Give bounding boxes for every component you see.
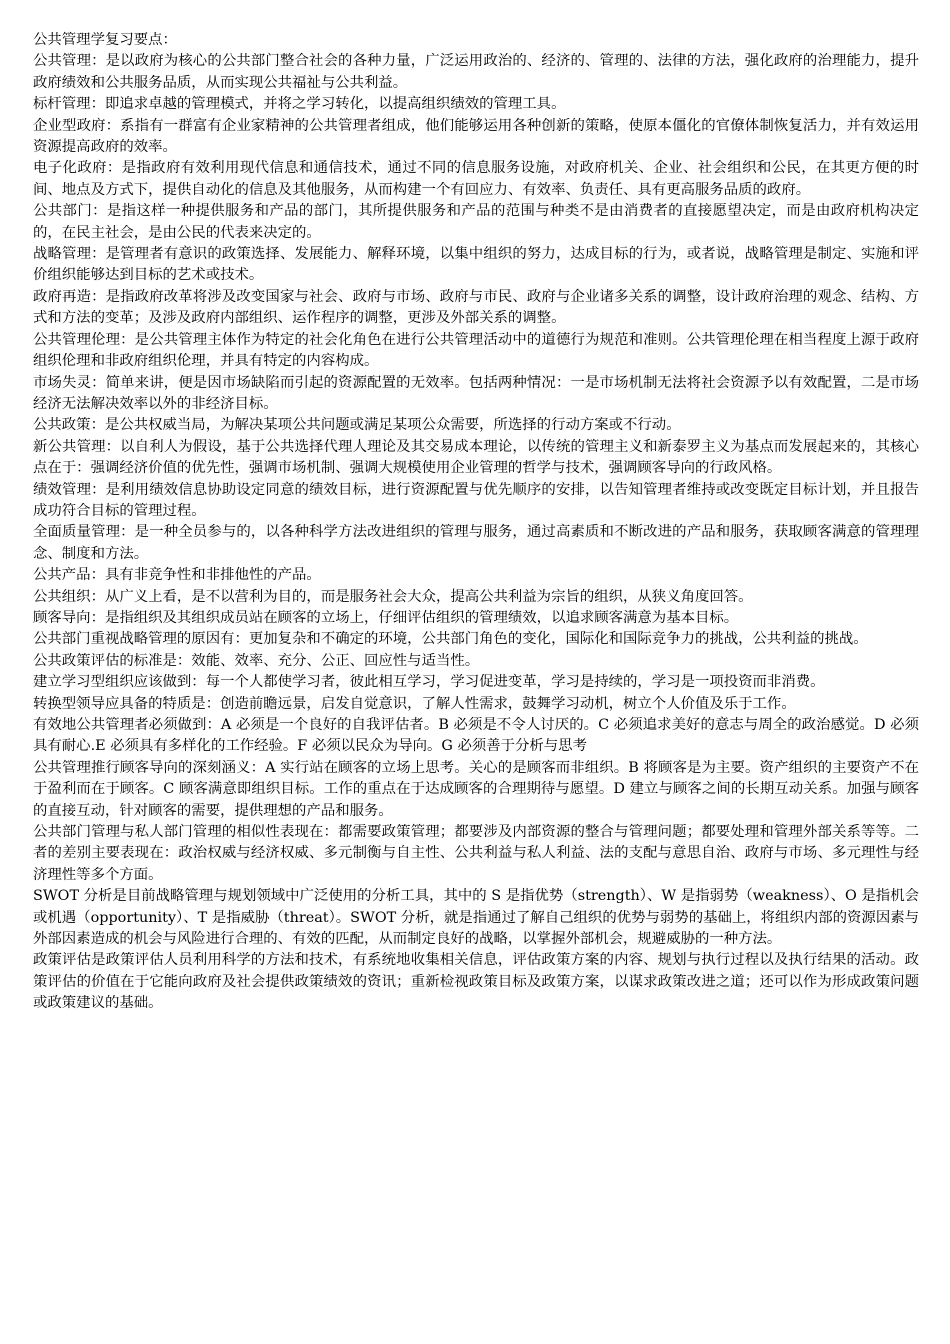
definition-paragraph: 公共部门：是指这样一种提供服务和产品的部门，其所提供服务和产品的范围与种类不是由消费者的直接愿望决定，而是由政府机构决定的，在民主社会，是由公民的代表来决定的。 xyxy=(33,203,919,241)
definition-paragraph: 转换型领导应具备的特质是：创造前瞻远景，启发自觉意识，了解人性需求，鼓舞学习动机，树立个人价值及乐于工作。 xyxy=(33,695,796,712)
definition-paragraph: 绩效管理：是利用绩效信息协助设定同意的绩效目标，进行资源配置与优先顺序的安排，以告知管理者维持或改变既定目标计划，并且报告成功符合目标的管理过程。 xyxy=(33,481,919,519)
paragraph-list xyxy=(33,51,919,1014)
definition-paragraph: 公共管理推行顾客导向的深刻涵义：A 实行站在顾客的立场上思考。关心的是顾客而非组织。B 将顾客是为主要。资产组织的主要资产不在于盈利而在于顾客。C 顾客满意即组织目标。工作的重点在于达成顾客的合理期待与愿望。D 建立与顾客之间的长期互动关系。加强与顾客的直接互动，针对顾客的需要，提供理想的产品和服务。 xyxy=(33,759,919,819)
definition-paragraph: 战略管理：是管理者有意识的政策选择、发展能力、解释环境，以集中组织的努力，达成目标的行为，或者说，战略管理是制定、实施和评价组织能够达到目标的艺术或技术。 xyxy=(33,246,919,284)
definition-paragraph: 公共组织：从广义上看，是不以营利为目的，而是服务社会大众，提高公共利益为宗旨的组织，从狭义角度回答。 xyxy=(33,588,753,605)
definition-paragraph: SWOT 分析是目前战略管理与规划领域中广泛使用的分析工具，其中的 S 是指优势（strength）、W 是指弱势（weakness）、O 是指机会或机遇（opportunity）、T 是指威胁（threat）。SWOT 分析，就是指通过了解自己组织的优势与弱势的基础上，将组织内部的资源因素与外部因素造成的机会与风险进行合理的、有效的匹配，从而制定良好的战略，以掌握外部机会，规避威胁的一种方法。 xyxy=(33,888,919,948)
definition-paragraph: 政府再造：是指政府改革将涉及改变国家与社会、政府与市场、政府与市民、政府与企业诸多关系的调整，设计政府治理的观念、结构、方式和方法的变革；及涉及政府内部组织、运作程序的调整，更涉及外部关系的调整。 xyxy=(33,288,919,327)
definition-paragraph: 标杆管理：即追求卓越的管理模式，并将之学习转化，以提高组织绩效的管理工具。 xyxy=(33,96,566,113)
definition-paragraph: 公共产品：具有非竞争性和非排他性的产品。 xyxy=(33,567,321,584)
definition-paragraph: 建立学习型组织应该做到：每一个人都使学习者，彼此相互学习，学习促进变革，学习是持续的，学习是一项投资而非消费。 xyxy=(33,674,825,691)
document-title: 公共管理学复习要点： xyxy=(33,32,177,48)
definition-paragraph: 政策评估是政策评估人员利用科学的方法和技术，有系统地收集相关信息，评估政策方案的内容、规划与执行过程以及执行结果的活动。政策评估的价值在于它能向政府及社会提供政策绩效的资讯；重新检视政策目标及政策方案，以谋求政策改进之道；还可以作为形成政策问题或政策建议的基础。 xyxy=(33,952,919,1012)
definition-paragraph: 公共政策：是公共权威当局，为解决某项公共问题或满足某项公众需要，所选择的行动方案或不行动。 xyxy=(33,417,681,434)
definition-paragraph: 公共政策评估的标准是：效能、效率、充分、公正、回应性与适当性。 xyxy=(33,652,480,669)
definition-paragraph: 公共管理伦理：是公共管理主体作为特定的社会化角色在进行公共管理活动中的道德行为规范和准则。公共管理伦理在相当程度上源于政府组织伦理和非政府组织伦理，并具有特定的内容构成。 xyxy=(33,331,919,370)
definition-paragraph: 企业型政府：系指有一群富有企业家精神的公共管理者组成，他们能够运用各种创新的策略，使原本僵化的官僚体制恢复活力，并有效运用资源提高政府的效率。 xyxy=(33,117,919,156)
definition-paragraph: 全面质量管理：是一种全员参与的，以各种科学方法改进组织的管理与服务，通过高素质和不断改进的产品和服务，获取顾客满意的管理理念、制度和方法。 xyxy=(33,524,919,562)
definition-paragraph: 有效地公共管理者必须做到：A 必须是一个良好的自我评估者。B 必须是不令人讨厌的。C 必须追求美好的意志与周全的政治感觉。D 必须具有耐心.E 必须具有多样化的工作经验。F 必须以民众为导向。G 必须善于分析与思考 xyxy=(33,717,919,755)
definition-paragraph: 顾客导向：是指组织及其组织成员站在顾客的立场上，仔细评估组织的管理绩效，以追求顾客满意为基本目标。 xyxy=(33,609,739,626)
definition-paragraph: 公共部门管理与私人部门管理的相似性表现在：都需要政策管理；都要涉及内部资源的整合与管理问题；都要处理和管理外部关系等等。二者的差别主要表现在：政治权威与经济权威、多元制衡与自主性、公共利益与私人利益、法的支配与意思自治、政府与市场、多元理性与经济理性等多个方面。 xyxy=(33,824,919,883)
definition-paragraph: 公共管理：是以政府为核心的公共部门整合社会的各种力量，广泛运用政治的、经济的、管理的、法律的方法，强化政府的治理能力，提升政府绩效和公共服务品质，从而实现公共福祉与公共利益。 xyxy=(33,53,919,91)
document-page xyxy=(33,30,919,1015)
definition-paragraph: 电子化政府：是指政府有效利用现代信息和通信技术，通过不同的信息服务设施，对政府机关、企业、社会组织和公民，在其更方便的时间、地点及方式下，提供自动化的信息及其他服务，从而构建一个有回应力、有效率、负责任、具有更高服务品质的政府。 xyxy=(33,160,919,198)
definition-paragraph: 市场失灵：简单来讲，便是因市场缺陷而引起的资源配置的无效率。包括两种情况：一是市场机制无法将社会资源予以有效配置，二是市场经济无法解决效率以外的非经济目标。 xyxy=(33,374,919,412)
definition-paragraph: 新公共管理：以自利人为假设，基于公共选择代理人理论及其交易成本理论，以传统的管理主义和新泰罗主义为基点而发展起来的，其核心点在于：强调经济价值的优先性，强调市场机制、强调大规模使用企业管理的哲学与技术，强调顾客导向的行政风格。 xyxy=(33,438,919,477)
definition-paragraph: 公共部门重视战略管理的原因有：更加复杂和不确定的环境，公共部门角色的变化，国际化和国际竞争力的挑战，公共利益的挑战。 xyxy=(33,631,868,648)
